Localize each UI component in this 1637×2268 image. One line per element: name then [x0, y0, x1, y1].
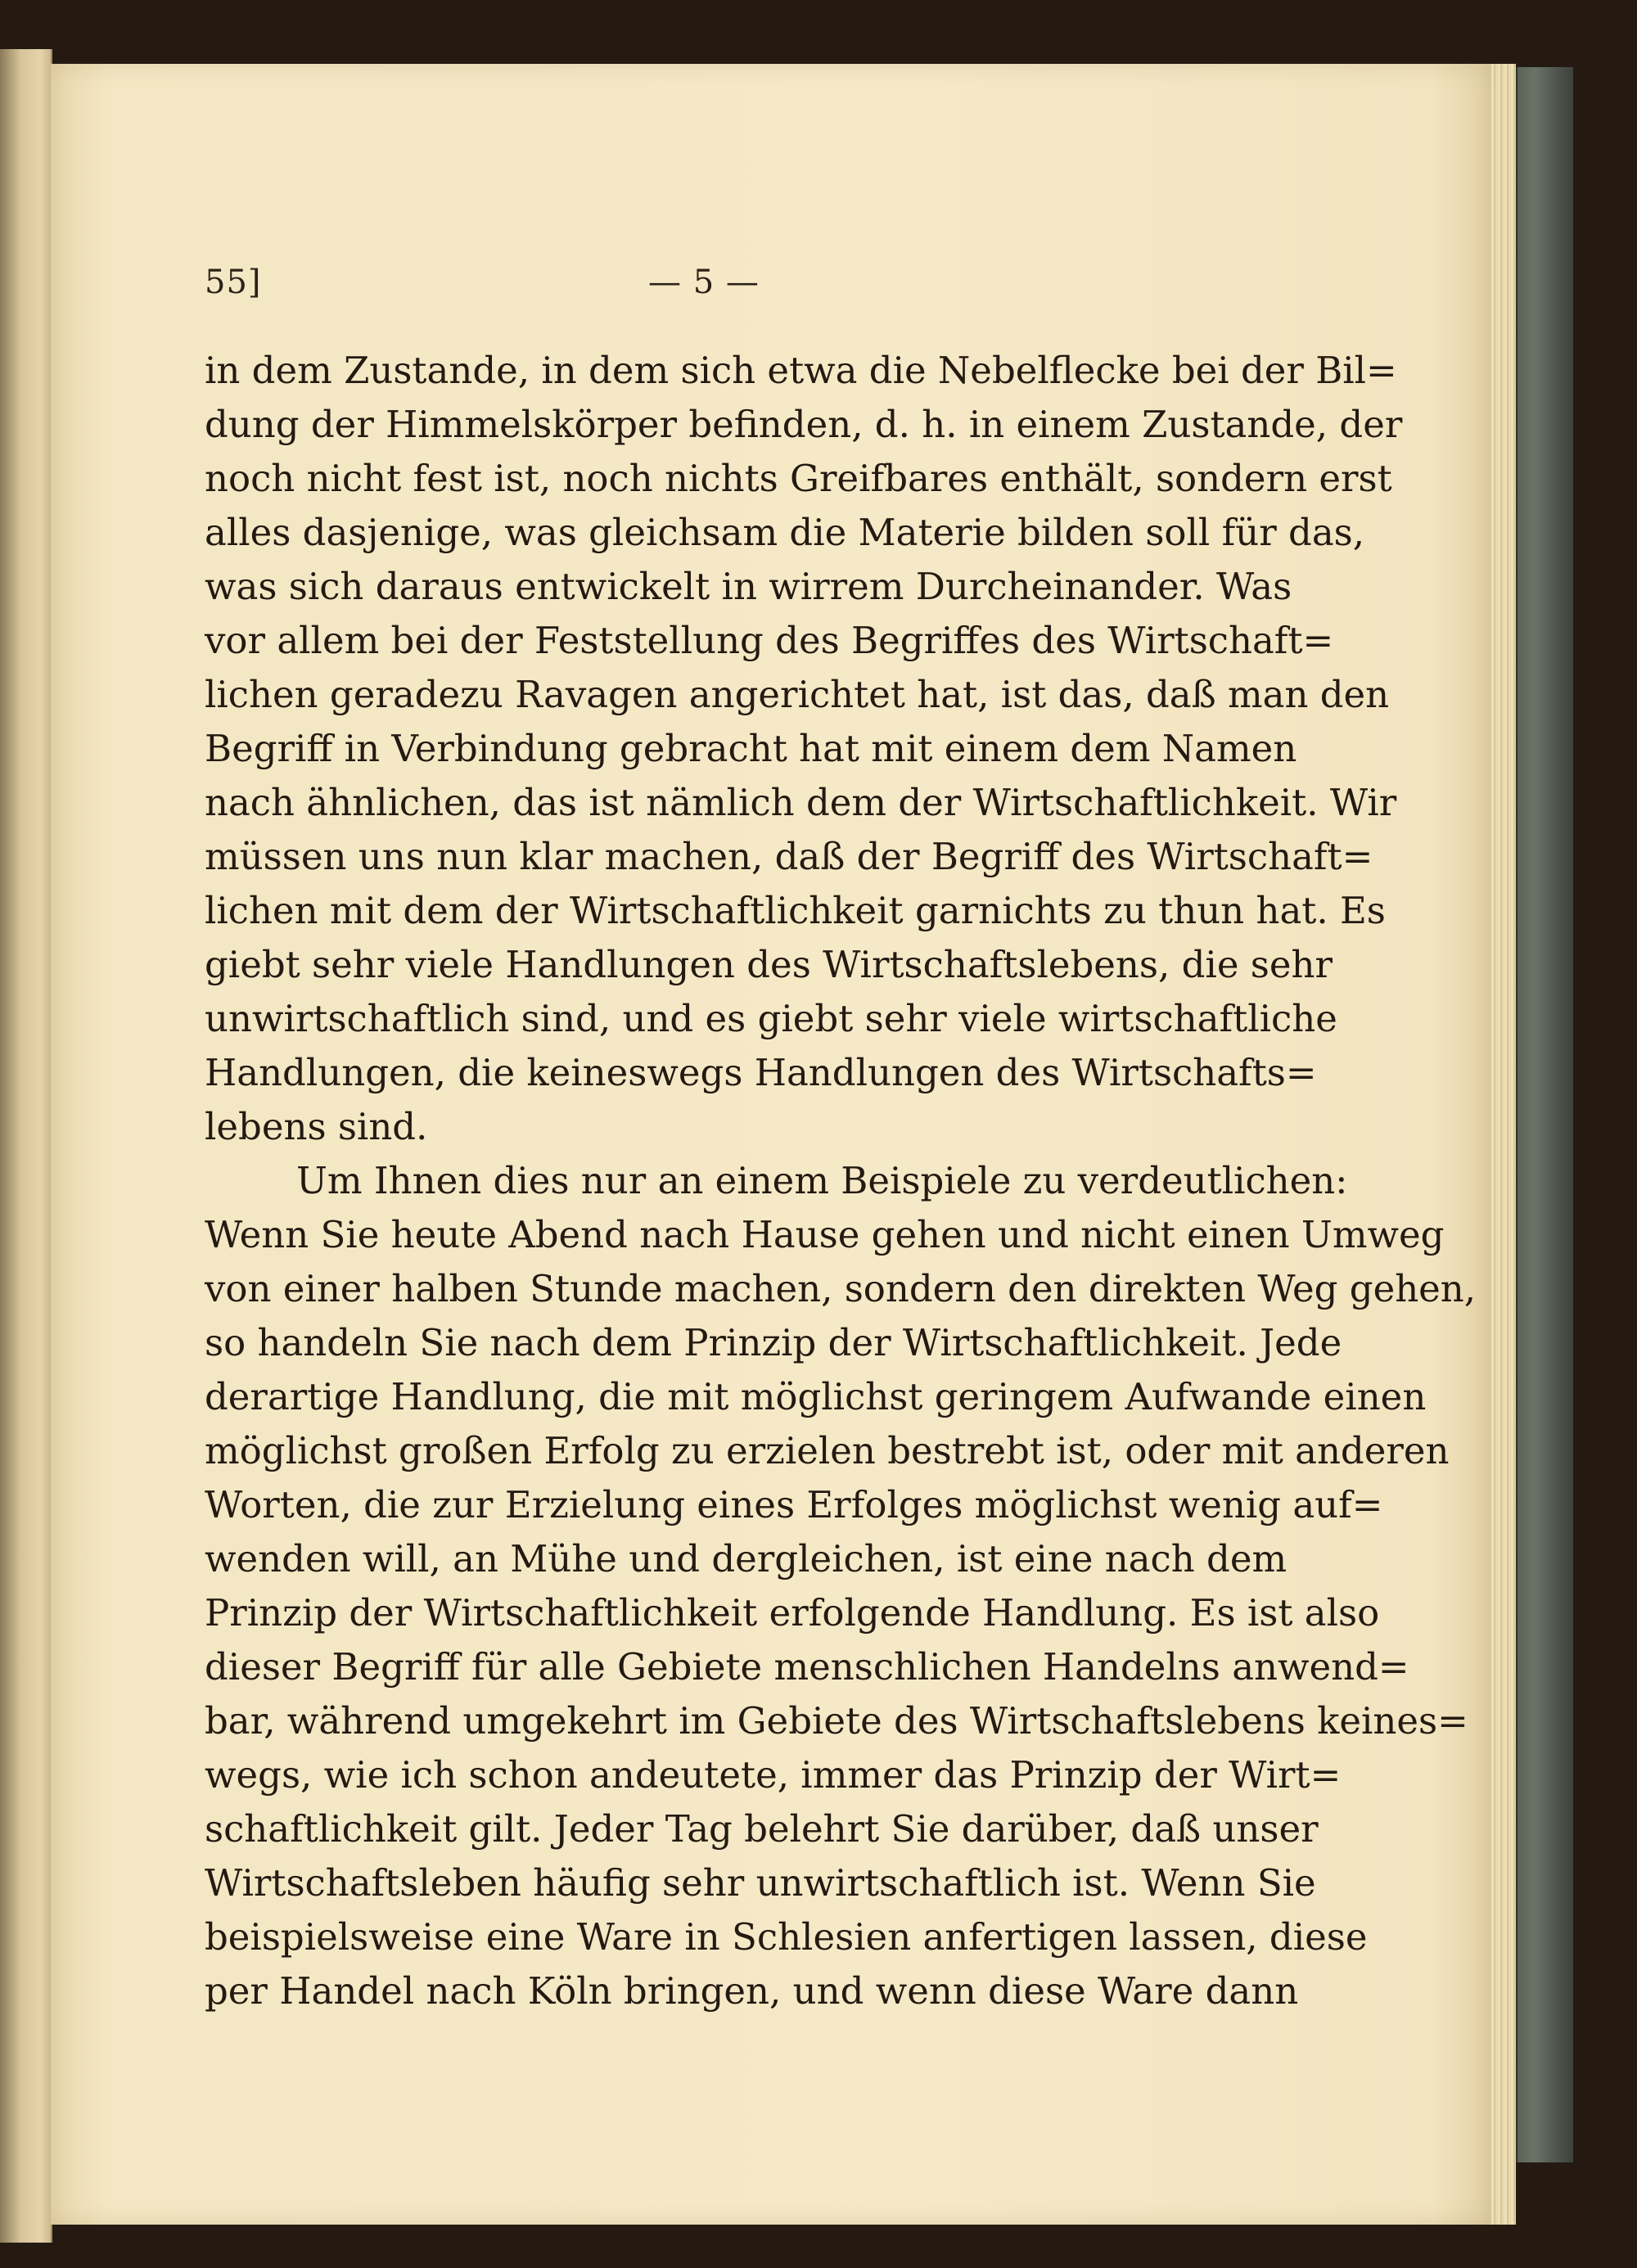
text-line: Wirtschaftsleben häufig sehr unwirtschaftlich ist. Wenn Sie	[205, 1861, 1316, 1905]
text-line: müssen uns nun klar machen, daß der Begriff des Wirtschaft=	[205, 835, 1373, 878]
text-line: schaftlichkeit gilt. Jeder Tag belehrt Sie darüber, daß unser	[205, 1807, 1319, 1851]
text-line: per Handel nach Köln bringen, und wenn diese Ware dann	[205, 1969, 1299, 2013]
text-line: lichen geradezu Ravagen angerichtet hat, ist das, daß man den	[205, 673, 1390, 716]
text-line: möglichst großen Erfolg zu erzielen bestrebt ist, oder mit anderen	[205, 1429, 1450, 1472]
previous-page-edge	[0, 49, 52, 2243]
paragraph	[205, 1154, 1477, 2018]
text-line: derartige Handlung, die mit möglichst geringem Aufwande einen	[205, 1375, 1427, 1418]
text-line: wegs, wie ich schon andeutete, immer das Prinzip der Wirt=	[205, 1753, 1342, 1797]
text-line: giebt sehr viele Handlungen des Wirtschaftslebens, die sehr	[205, 943, 1333, 986]
text-line: dung der Himmelskörper befinden, d. h. in einem Zustande, der	[205, 403, 1403, 446]
paragraph	[205, 344, 1403, 1154]
text-line: von einer halben Stunde machen, sondern den direkten Weg gehen,	[205, 1267, 1477, 1310]
text-line: bar, während umgekehrt im Gebiete des Wirtschaftslebens keines=	[205, 1699, 1468, 1743]
text-line: was sich daraus entwickelt in wirrem Durcheinander. Was	[205, 565, 1292, 608]
text-line: wenden will, an Mühe und dergleichen, ist eine nach dem	[205, 1537, 1288, 1580]
text-line: noch nicht fest ist, noch nichts Greifbares enthält, sondern erst	[205, 457, 1392, 500]
text-line: in dem Zustande, in dem sich etwa die Nebelflecke bei der Bil=	[205, 349, 1397, 392]
text-line: unwirtschaftlich sind, und es giebt sehr viele wirtschaftliche	[205, 997, 1337, 1040]
page-number: — 5 —	[648, 264, 760, 301]
text-line: Worten, die zur Erzielung eines Erfolges möglichst wenig auf=	[205, 1483, 1383, 1526]
text-line: beispielsweise eine Ware in Schlesien anfertigen lassen, diese	[205, 1915, 1368, 1959]
text-line: Prinzip der Wirtschaftlichkeit erfolgende Handlung. Es ist also	[205, 1591, 1380, 1634]
text-line: lichen mit dem der Wirtschaftlichkeit garnichts zu thun hat. Es	[205, 889, 1386, 932]
page-marker: 55]	[205, 264, 262, 301]
text-line: Wenn Sie heute Abend nach Hause gehen und nicht einen Umweg	[205, 1213, 1445, 1256]
book-cover-edge	[1516, 67, 1573, 2162]
body-text	[205, 344, 1477, 2018]
text-line: Handlungen, die keineswegs Handlungen des Wirtschafts=	[205, 1051, 1317, 1094]
text-line: nach ähnlichen, das ist nämlich dem der Wirtschaftlichkeit. Wir	[205, 781, 1397, 824]
text-line: lebens sind.	[205, 1105, 428, 1148]
text-line: Um Ihnen dies nur an einem Beispiele zu verdeutlichen:	[296, 1159, 1348, 1202]
text-line: so handeln Sie nach dem Prinzip der Wirtschaftlichkeit. Jede	[205, 1321, 1342, 1364]
text-line: vor allem bei der Feststellung des Begriffes des Wirtschaft=	[205, 619, 1334, 662]
text-line: Begriff in Verbindung gebracht hat mit einem dem Namen	[205, 727, 1297, 770]
text-line: alles dasjenige, was gleichsam die Materie bilden soll für das,	[205, 511, 1365, 554]
page-block-edges	[1491, 64, 1516, 2225]
text-line: dieser Begriff für alle Gebiete menschlichen Handelns anwend=	[205, 1645, 1409, 1689]
